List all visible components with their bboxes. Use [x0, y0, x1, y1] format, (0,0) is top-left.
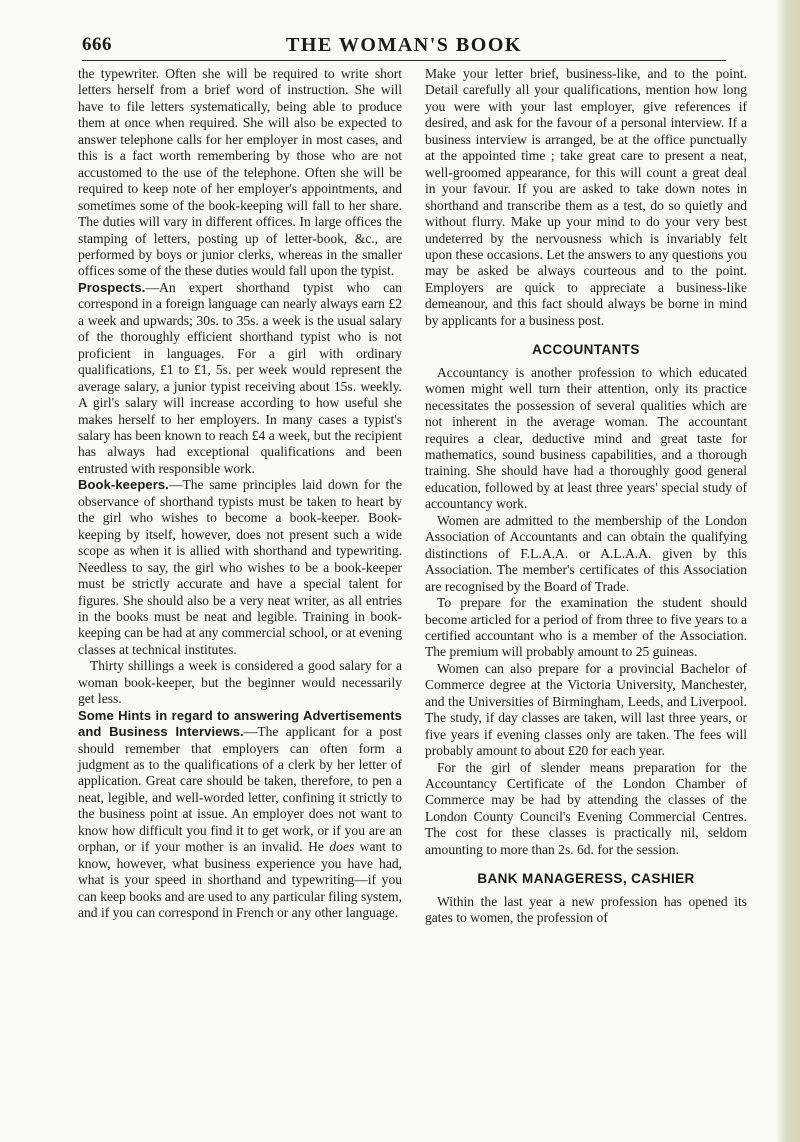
paragraph-prospects — [78, 280, 402, 477]
paragraph-book-keepers-text: —The same principles laid down for the observance of shorthand typists must be taken to heart by the girl who wishes to become a book-keeper. Book-keeping by itself, however, does not present such a wide scope as when it is allied with shorthand and typewriting. Needless to say, the girl who wishes to be a book-keeper must be strictly accurate and have a special talent for figures. She should also be a very neat writer, as all entries in the books must be neat and legible. Training in book-keeping can be had at any commercial school, or at evening classes at technical institutes. — [78, 477, 402, 657]
section-heading-bank-manageress: BANK MANAGERESS, CASHIER — [477, 871, 695, 887]
paragraph-bank-profession: Within the last year a new profession has opened its gates to women, the profession of — [425, 893, 747, 926]
paragraph-typist-duties: the typewriter. Often she will be required to write short letters herself from a brief word of instruction. She will have to file letters systematically, being able to produce them at once when required. She will also be expected to answer telephone calls for her employer in most cases, and this is a fact worth remembering by those who are not accustomed to the use of the telephone. Often she will be required to keep note of her employer's appointments, and sometimes some of the book-keeping will fall to her share. The duties will vary in different offices. In large offices the stamping of letters, posting up of letter-book, &c., are performed by boys or junior clerks, whereas in the smaller offices some of the these duties would fall upon the typist. — [78, 66, 402, 279]
left-column — [78, 66, 402, 922]
paragraph-letter-advice: Make your letter brief, business-like, and to the point. Detail carefully all your qualifications, mention how long you were with your last employer, give references if desired, and ask for the favour of a personal interview. If a business interview is arranged, be at the office punctually at the appointed time ; take great care to present a neat, well-groomed appearance, for this will count a great deal in your favour. If you are asked to take down notes in shorthand and transcribe them as a test, do so quietly and without flurry. Make up your mind to do your very best undeterred by the nervousness which is invariably felt upon these occasions. Let the answers to any questions you may be asked be always courteous and to the point. Employers are quick to appreciate a business-like demeanour, and this fact should always be borne in mind by applicants for a business post. — [425, 66, 747, 328]
paragraph-hints-text-a: —The applicant for a post should remember that employers can often form a judgment as to the qualifications of a clerk by her letter of application. Great care should be taken, therefore, to pen a neat, legible, and well-worded letter, confining it strictly to the business point at issue. An employer does not want to know how difficult you find it to get work, or if you are an orphan, or if your mother is an invalid. He — [78, 724, 403, 855]
running-title: THE WOMAN'S BOOK — [286, 34, 522, 56]
paragraph-salary: Thirty shillings a week is considered a good salary for a woman book-keeper, but the beginner would necessarily get less. — [78, 658, 402, 707]
runin-heading-hints: Some Hints in regard to answering Advertisements and Business Interviews. — [78, 707, 402, 740]
paragraph-accountancy: Accountancy is another profession to which educated women might well turn their attention, only its practice necessitates the possession of several qualities which are not inherent in the average woman. The accountant requires a clear, deductive mind and great taste for mathematics, sound business capabilities, and a thorough training. She should have had a thoroughly good general education, followed by at least three years' special study of accountancy work. — [425, 364, 747, 512]
paragraph-commerce-degree: Women can also prepare for a provincial Bachelor of Commerce degree at the Victoria University, Manchester, and the Universities of Birmingham, Leeds, and Liverpool. The study, if day classes are taken, will last three years, or five years if evening classes only are taken. The fees will probably amount to about £20 for each year. — [425, 660, 747, 759]
section-heading-accountants: ACCOUNTANTS — [532, 342, 640, 358]
runin-heading-book-keepers: Book-keepers. — [78, 477, 169, 493]
page-header — [82, 34, 726, 62]
right-column — [425, 66, 747, 927]
emphasis-does: does — [329, 839, 355, 855]
header-rule — [82, 60, 726, 61]
paragraph-hints-text-b: want to know, however, what business experience you have had, what is your speed in shorthand and typewriting—if you can keep books and are used to any particular filing system, and if you can correspond in French or any other language. — [78, 839, 402, 921]
runin-heading-prospects: Prospects. — [78, 279, 146, 295]
paragraph-book-keepers — [78, 477, 402, 658]
paragraph-association: Women are admitted to the membership of the London Association of Accountants and can obtain the qualifying distinctions of F.L.A.A. or A.L.A.A. given by this Association. The member's certificates of this Association are recognised by the Board of Trade. — [425, 512, 747, 594]
page-number: 666 — [82, 34, 112, 55]
paragraph-slender-means: For the girl of slender means preparation for the Accountancy Certificate of the London Chamber of Commerce may be had by attending the classes of the London County Council's Evening Commercial Centres. The cost for these classes is practically nil, seldom amounting to more than 2s. 6d. for the session. — [425, 759, 747, 857]
page-edge-shading — [776, 0, 800, 1142]
paragraph-examination: To prepare for the examination the student should become articled for a period of from three to five years to a certified accountant who is a member of the Association. The premium will probably amount to 25 guineas. — [425, 595, 747, 660]
paragraph-hints — [78, 708, 402, 922]
paragraph-prospects-text: —An expert shorthand typist who can correspond in a foreign language can nearly always earn £2 a week and upwards; 30s. to 35s. a week is the usual salary of the thoroughly efficient shorthand typist who is not proficient in languages. For a girl with ordinary qualifications, £1 to £1, 5s. per week would represent the average salary, a junior typist receiving about 15s. weekly. A girl's salary will increase according to how useful she makes herself to her employers. In many cases a typist's salary has been known to reach £4 a week, but the recipient has always had exceptional qualifications and been entrusted with responsible work. — [78, 279, 402, 476]
